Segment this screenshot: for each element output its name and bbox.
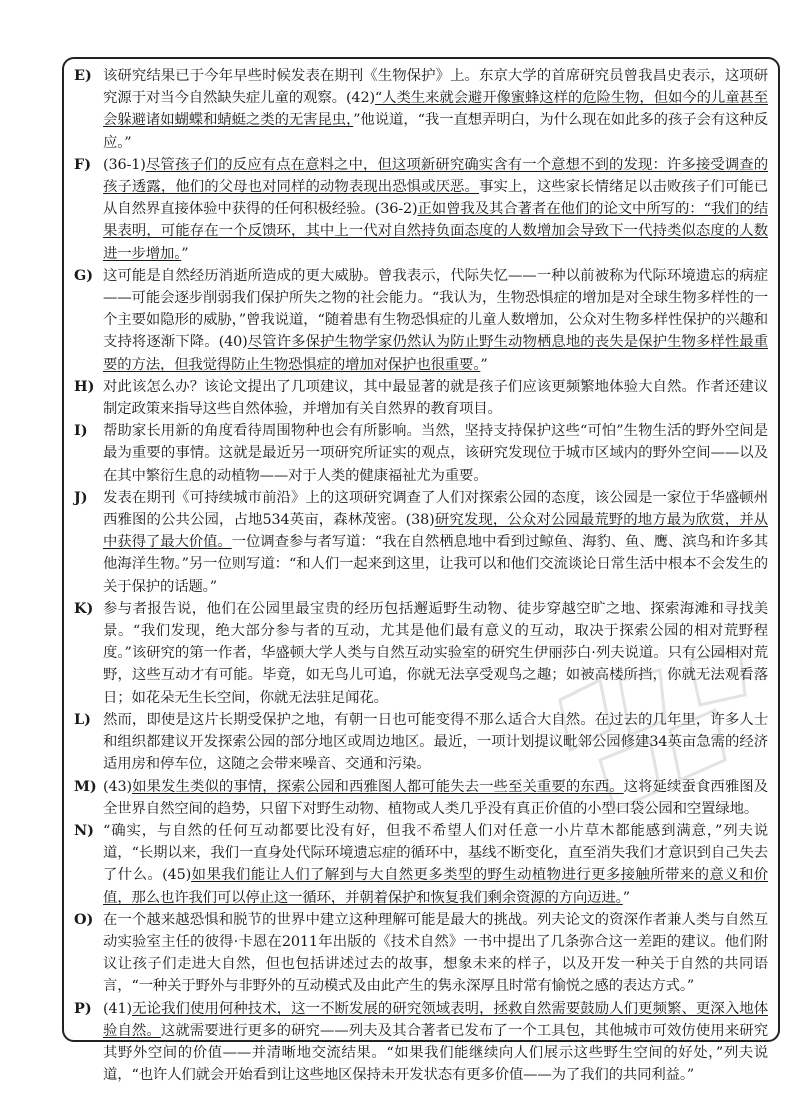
paragraph-label: E) — [74, 67, 92, 84]
underlined-text-segment: “人类生来就会避开像蜜蜂这样的危险生物，但如今的儿童甚至会躲避诸如蝴蝶和蜻蜓之类的无害昆虫， — [103, 90, 768, 129]
paragraph-label: L) — [74, 710, 91, 728]
paragraph — [74, 65, 768, 154]
paragraph-text — [103, 909, 768, 998]
text-segment: 这就需要进行更多的研究——列夫及其合著者已发布了一个工具包，其他城市可效仿使用来研究其野外空间的价值——并清晰地交流结果。“如果我们能继续向人们展示这些野生空间的好处，”列夫说道，“也许人们就会开始看到让这些地区保持未开发状态有更多价值——为了我们的共同利益。” — [103, 1022, 768, 1084]
paragraph — [74, 154, 768, 265]
underlined-text-segment: 尽管许多保护生物学家仍然认为防止野生动物栖息地的丧失是保护生物多样性最重要的方法，但我觉得防止生物恐惧症的增加对保护也很重要。 — [103, 334, 768, 373]
paragraph-text — [103, 820, 768, 909]
text-segment: 这可能是自然经历消逝所造成的更大威胁。曾我表示，代际失忆——一种以前被称为代际环境遗忘的病症——可能会逐步削弱我们保护所失之物的社会能力。“我认为，生物恐惧症的增加是对全球生物多样性的一个主要如隐形的威胁，”曾我说道，“随着患有生物恐惧症的儿童人数增加，公众对生物多样性保护的兴趣和支持将逐渐下降。(40) — [103, 267, 768, 351]
paragraph-text — [103, 420, 768, 487]
text-segment: 这将延续蚕食西雅图及全世界自然空间的趋势，只留下对野生动物、植物或人类几乎没有真正价值的小型口袋公园和空置绿地。 — [103, 778, 768, 817]
paragraph-label: I) — [74, 422, 88, 440]
document-frame — [62, 57, 780, 1084]
text-segment: “确实，与自然的任何互动都要比没有好，但我不希望人们对任意一小片草木都能感到满意，”列夫说道，“长期以来，我们一直身处代际环境遗忘症的循环中，基线不断变化，直至消失我们才意识到自己失去了什么。(45) — [103, 822, 768, 884]
text-segment: 帮助家长用新的角度看待周围物种也会有所影响。当然，坚持支持保护这些“可怕”生物生活的野外空间是最为重要的事情。这就是最近另一项研究所证实的观点，该研究发现位于城市区域内的野外空间——以及在其中繁衍生息的动植物——对于人类的健康福祉尤为重要。 — [103, 423, 768, 484]
underlined-text-segment: 正如曾我及其合著者在他们的论文中所写的：“我们的结果表明，可能存在一个反馈环，其中上一代对自然持负面态度的人数增加会导致下一代持类似态度的人数进一步增加。 — [103, 201, 769, 262]
paragraph-text — [103, 598, 768, 709]
paragraph-text — [103, 376, 768, 420]
text-segment: 然而，即使是这片长期受保护之地，有朝一日也可能变得不那么适合大自然。在过去的几年里，许多人士和组织都建议开发探索公园的部分地区或周边地区。最近，一项计划提议毗邻公园修建34英亩急需的经济适用房和停车位，这随之会带来噪音、交通和污染。 — [103, 711, 768, 773]
paragraph-text — [103, 265, 768, 376]
paragraph-label: J) — [74, 488, 88, 506]
underlined-text-segment: 无论我们使用何种技术，这一不断发展的研究领域表明，拯救自然需要鼓励人们更频繁、更深入地体验自然。 — [103, 1000, 768, 1039]
text-segment: 事实上，这些家长情绪足以击败孩子们可能已从自然界直接体验中获得的任何积极经验。(36-2) — [103, 179, 768, 218]
text-segment: ” — [181, 245, 189, 262]
paragraph-label: K) — [74, 599, 94, 617]
text-segment: (42) — [345, 90, 375, 107]
paragraph-text — [103, 65, 768, 154]
paragraph — [74, 909, 768, 998]
paragraph-text — [103, 709, 768, 776]
text-segment: (36-1) — [103, 156, 146, 173]
paragraph — [74, 998, 768, 1087]
paragraph-text — [103, 487, 768, 598]
paragraph-label: P) — [74, 999, 92, 1017]
paragraph-label: F) — [74, 155, 92, 173]
paragraph-label: G) — [74, 266, 94, 284]
text-segment: 发表在期刊《可持续城市前沿》上的这项研究调查了人们对探索公园的态度，该公园是一家位于华盛顿州西雅图的公共公园，占地534英亩，森林茂密。(38) — [103, 489, 768, 529]
paragraph-list — [74, 65, 768, 1086]
paragraph-label: O) — [74, 910, 94, 928]
text-segment: (43) — [103, 778, 132, 795]
paragraph-text — [103, 998, 768, 1087]
paragraph — [74, 420, 768, 487]
paragraph-text — [103, 154, 768, 265]
text-segment: 对此该怎么办？该论文提出了几项建议，其中最显著的就是孩子们应该更频繁地体验大自然。作者还建议制定政策来指导这些自然体验，并增加有关自然界的教育项目。 — [103, 378, 768, 418]
underlined-text-segment: 如果发生类似的事情，探索公园和西雅图人都可能失去一些至关重要的东西。 — [131, 778, 624, 795]
paragraph — [74, 376, 768, 420]
paragraph — [74, 709, 768, 776]
paragraph-label: M) — [74, 777, 97, 795]
text-segment: ”他说道，“我一直想弄明白，为什么现在如此多的孩子会有这种反应。” — [103, 112, 768, 151]
text-segment: ” — [622, 889, 630, 906]
paragraph-text — [103, 776, 768, 820]
text-segment: 一位调查参与者写道：“我在自然栖息地中看到过鲸鱼、海豹、鱼、鹰、滨鸟和许多其他海洋生物。”另一位则写道：“和人们一起来到这里，让我可以和他们交流谈论日常生活中根本不会发生的关于保护的话题。” — [103, 534, 768, 595]
text-segment: 在一个越来越恐惧和脱节的世界中建立这种理解可能是最大的挑战。列夫论文的资深作者兼人类与自然互动实验室主任的彼得·卡恩在2011年出版的《技术自然》一书中提出了几条弥合这一差距的建议。他们附议让孩子们走进大自然，但也包括讲述过去的故事，想象未来的样子，以及开发一种关于自然的共同语言，“一种关于野外与非野外的互动模式及由此产生的隽永深厚且时常有愉悦之感的表达方式。” — [103, 911, 768, 995]
paragraph — [74, 820, 768, 909]
text-segment: 参与者报告说，他们在公园里最宝贵的经历包括邂逅野生动物、徒步穿越空旷之地、探索海滩和寻找美景。“我们发现，绝大部分参与者的互动，尤其是他们最有意义的互动，取决于探索公园的相对荒野程度。”该研究的第一作者，华盛顿大学人类与自然互动实验室的研究生伊丽莎白·列夫说道。只有公园相对荒野，这些互动才有可能。毕竟，如无鸟儿可追，你就无法享受观鸟之趣；如被高楼所挡，你就无法观看落日；如花朵无生长空间，你就无法驻足闻花。 — [103, 600, 768, 706]
paragraph — [74, 265, 768, 376]
text-segment: ” — [480, 356, 488, 373]
paragraph-label: N) — [74, 821, 94, 839]
underlined-text-segment: 研究发现，公众对公园最荒野的地方最为欣赏，并从中获得了最大价值。 — [103, 512, 769, 551]
paragraph-label: H) — [74, 377, 95, 395]
text-segment: (41) — [103, 1000, 132, 1017]
paragraph — [74, 776, 768, 820]
paragraph — [74, 598, 768, 709]
underlined-text-segment: 尽管孩子们的反应有点在意料之中，但这项新研究确实含有一个意想不到的发现：许多接受调查的孩子透露，他们的父母也对同样的动物表现出恐惧或厌恶。 — [103, 156, 768, 196]
underlined-text-segment: 如果我们能让人们了解到与大自然更多类型的野生动植物进行更多接触所带来的意义和价值，那么也许我们可以停止这一循环，并朝着保护和恢复我们剩余资源的方向迈进。 — [103, 867, 768, 906]
text-segment: 该研究结果已于今年早些时候发表在期刊《生物保护》上。东京大学的首席研究员曾我昌史表示，这项研究源于对当今自然缺失症儿童的观察。 — [103, 68, 768, 107]
paragraph — [74, 487, 768, 598]
